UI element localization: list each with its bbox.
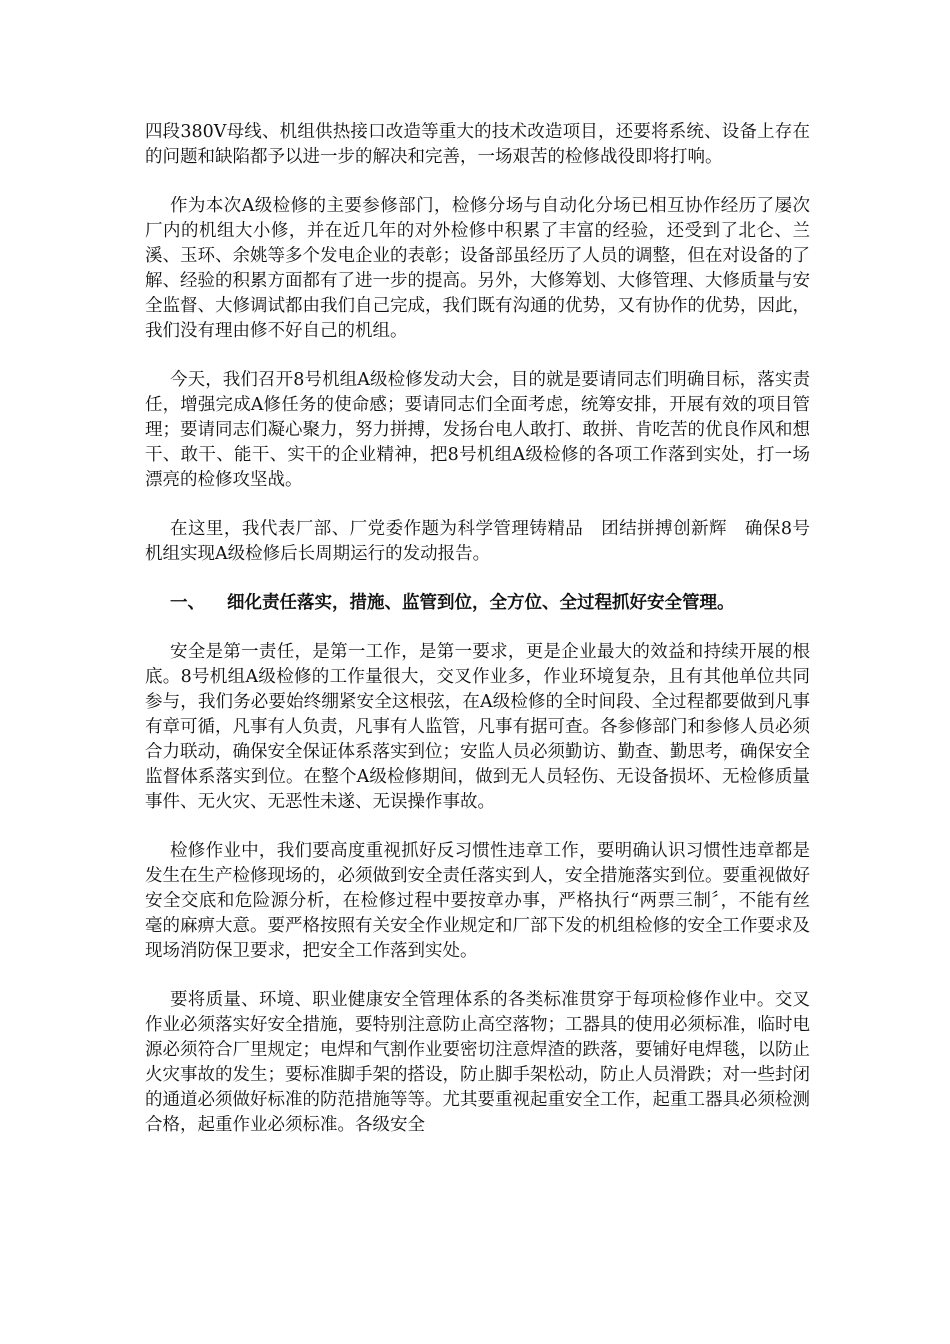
paragraph-safety-first: 安全是第一责任，是第一工作，是第一要求，更是企业最大的效益和持续开展的根底。8号机组A级检修的工作量很大，交叉作业多，作业环境复杂，且有其他单位共同参与，我们务必要始终绷紧安全这根弦，在A级检修的全时间段、全过程都要做到凡事有章可循，凡事有人负责，凡事有人监管，凡事有据可查。各参修部门和参修人员必须合力联动，确保安全保证体系落实到位；安监人员必须勤访、勤查、勤思考，确保安全监督体系落实到位。在整个A级检修期间，做到无人员轻伤、无设备损坏、无检修质量事件、无火灾、无恶性未遂、无误操作事故。 (145, 642, 810, 812)
section-number: 一、 (170, 593, 205, 613)
paragraph-report-intro: 在这里，我代表厂部、厂党委作题为科学管理铸精品 团结拼搏创新辉 确保8号机组实现A级检修后长周期运行的发动报告。 (145, 519, 810, 564)
document-body (145, 120, 810, 1162)
section-heading (145, 591, 810, 616)
paragraph-continuation: 四段380V母线、机组供热接口改造等重大的技术改造项目，还要将系统、设备上存在的问题和缺陷都予以进一步的解决和完善，一场艰苦的检修战役即将打响。 (145, 122, 810, 167)
paragraph-departments: 作为本次A级检修的主要参修部门，检修分场与自动化分场已相互协作经历了屡次厂内的机组大小修，并在近几年的对外检修中积累了丰富的经验，还受到了北仑、兰溪、玉环、余姚等多个发电企业的表彰；设备部虽经历了人员的调整，但在对设备的了解、经验的积累方面都有了进一步的提高。另外，大修筹划、大修管理、大修质量与安全监督、大修调试都由我们自己完成，我们既有沟通的优势，又有协作的优势，因此，我们没有理由修不好自己的机组。 (145, 196, 810, 341)
paragraph-habitual-violations: 检修作业中，我们要高度重视抓好反习惯性违章工作，要明确认识习惯性违章都是发生在生产检修现场的，必须做到安全责任落实到人，安全措施落实到位。要重视做好安全交底和危险源分析，在检修过程中要按章办事，严格执行“两票三制〞，不能有丝毫的麻痹大意。要严格按照有关安全作业规定和厂部下发的机组检修的安全工作要求及现场消防保卫要求，把安全工作落到实处。 (145, 841, 810, 961)
paragraph-management-standards: 要将质量、环境、职业健康安全管理体系的各类标准贯穿于每项检修作业中。交叉作业必须落实好安全措施，要特别注意防止高空落物；工器具的使用必须标准，临时电源必须符合厂里规定；电焊和气割作业要密切注意焊渣的跌落，要铺好电焊毯，以防止火灾事故的发生；要标准脚手架的搭设，防止脚手架松动，防止人员滑跌；对一些封闭的通道必须做好标准的防范措施等等。尤其要重视起重安全工作，起重工器具必须检测合格，起重作业必须标准。各级安全 (145, 990, 810, 1135)
paragraph-meeting-goals: 今天，我们召开8号机组A级检修发动大会，目的就是要请同志们明确目标，落实责任，增强完成A修任务的使命感；要请同志们全面考虑，统筹安排，开展有效的项目管理；要请同志们凝心聚力，努力拼搏，发扬台电人敢打、敢拼、肯吃苦的优良作风和想干、敢干、能干、实干的企业精神，把8号机组A级检修的各项工作落到实处，打一场漂亮的检修攻坚战。 (145, 370, 810, 490)
section-title: 细化责任落实，措施、监管到位，全方位、全过程抓好安全管理。 (227, 593, 735, 613)
